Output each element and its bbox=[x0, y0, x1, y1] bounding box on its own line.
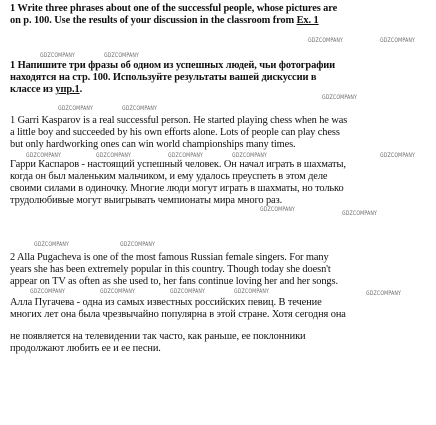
watermark-label: GDZCOMPANY bbox=[260, 206, 296, 213]
task-ru-line-2: находятся на стр. 100. Используйте результаты вашей дискуссии в bbox=[10, 72, 317, 83]
watermark-label: GDZCOMPANY bbox=[232, 152, 268, 159]
task-text: on p. 100. Use the results of your discussion in the classroom from bbox=[10, 15, 297, 26]
answer-2-ru-line-3: не появляется на телевидении так часто, как раньше, ее поклонники bbox=[10, 331, 306, 342]
watermark-label: GDZCOMPANY bbox=[308, 37, 344, 44]
watermark-label: GDZCOMPANY bbox=[58, 105, 94, 112]
watermark-label: GDZCOMPANY bbox=[100, 288, 136, 295]
exercise-link[interactable]: Ex. 1 bbox=[296, 15, 319, 26]
answer-2-en-line-2: years she has been extremely popular in this country. Though today she doesn't bbox=[10, 264, 331, 275]
answer-1-ru-line-1: Гарри Каспаров - настоящий успешный человек. Он начал играть в шахматы, bbox=[10, 159, 346, 170]
answer-1-ru-line-2: когда он был маленьким мальчиком, и ему удалось преуспеть в этом деле bbox=[10, 171, 328, 182]
watermark-label: GDZCOMPANY bbox=[170, 288, 206, 295]
answer-1-en-line-3: but only hardworking ones can win world championships many times. bbox=[10, 139, 296, 150]
watermark-label: GDZCOMPANY bbox=[380, 152, 416, 159]
task-ru-text: классе из bbox=[10, 84, 56, 95]
watermark-label: GDZCOMPANY bbox=[168, 152, 204, 159]
answer-2-en-line-1: 2 Alla Pugacheva is one of the most famous Russian female singers. For many bbox=[10, 252, 329, 263]
answer-1-en-line-1: 1 Garri Kasparov is a real successful person. He started playing chess when he was bbox=[10, 115, 348, 126]
watermark-label: GDZCOMPANY bbox=[40, 52, 76, 59]
task-ru-line-3 bbox=[10, 84, 82, 96]
answer-1-en-line-2: a little boy and succeeded by his own efforts alone. Lots of people can play chess bbox=[10, 127, 340, 138]
answer-1-ru-line-3: своими силами в одиночку. Многие люди могут играть в шахматы, но только bbox=[10, 183, 344, 194]
task-heading-line-1: 1 Write three phrases about one of the successful people, whose pictures are bbox=[10, 3, 338, 14]
task-ru-text: . bbox=[79, 84, 83, 95]
answer-2-ru-line-1: Алла Пугачева - одна из самых известных российских певиц. В течение bbox=[10, 297, 322, 308]
watermark-label: GDZCOMPANY bbox=[30, 288, 66, 295]
answer-2-ru-line-2: многих лет она была чрезвычайно популярна в этой стране. Хотя сегодня она bbox=[10, 309, 346, 320]
watermark-label: GDZCOMPANY bbox=[120, 241, 156, 248]
watermark-label: GDZCOMPANY bbox=[342, 210, 378, 217]
watermark-label: GDZCOMPANY bbox=[380, 37, 416, 44]
watermark-label: GDZCOMPANY bbox=[34, 241, 70, 248]
watermark-label: GDZCOMPANY bbox=[122, 105, 158, 112]
watermark-label: GDZCOMPANY bbox=[234, 288, 270, 295]
task-ru-line-1: 1 Напишите три фразы об одном из успешных людей, чьи фотографии bbox=[10, 60, 336, 71]
answer-1-ru-line-4: трудолюбивые могут выигрывать чемпионаты мира много раз. bbox=[10, 195, 283, 206]
answer-2-ru-line-4: продолжают любить ее и ее песни. bbox=[10, 343, 161, 354]
watermark-label: GDZCOMPANY bbox=[96, 152, 132, 159]
watermark-label: GDZCOMPANY bbox=[26, 152, 62, 159]
exercise-ru-link[interactable]: упр.1 bbox=[55, 84, 80, 95]
answer-2-en-line-3: appear on TV as often as she used to, her fans continue loving her and her songs. bbox=[10, 276, 338, 287]
watermark-label: GDZCOMPANY bbox=[104, 52, 140, 59]
task-heading-line-2 bbox=[10, 15, 319, 27]
watermark-label: GDZCOMPANY bbox=[322, 94, 358, 101]
watermark-label: GDZCOMPANY bbox=[366, 290, 402, 297]
